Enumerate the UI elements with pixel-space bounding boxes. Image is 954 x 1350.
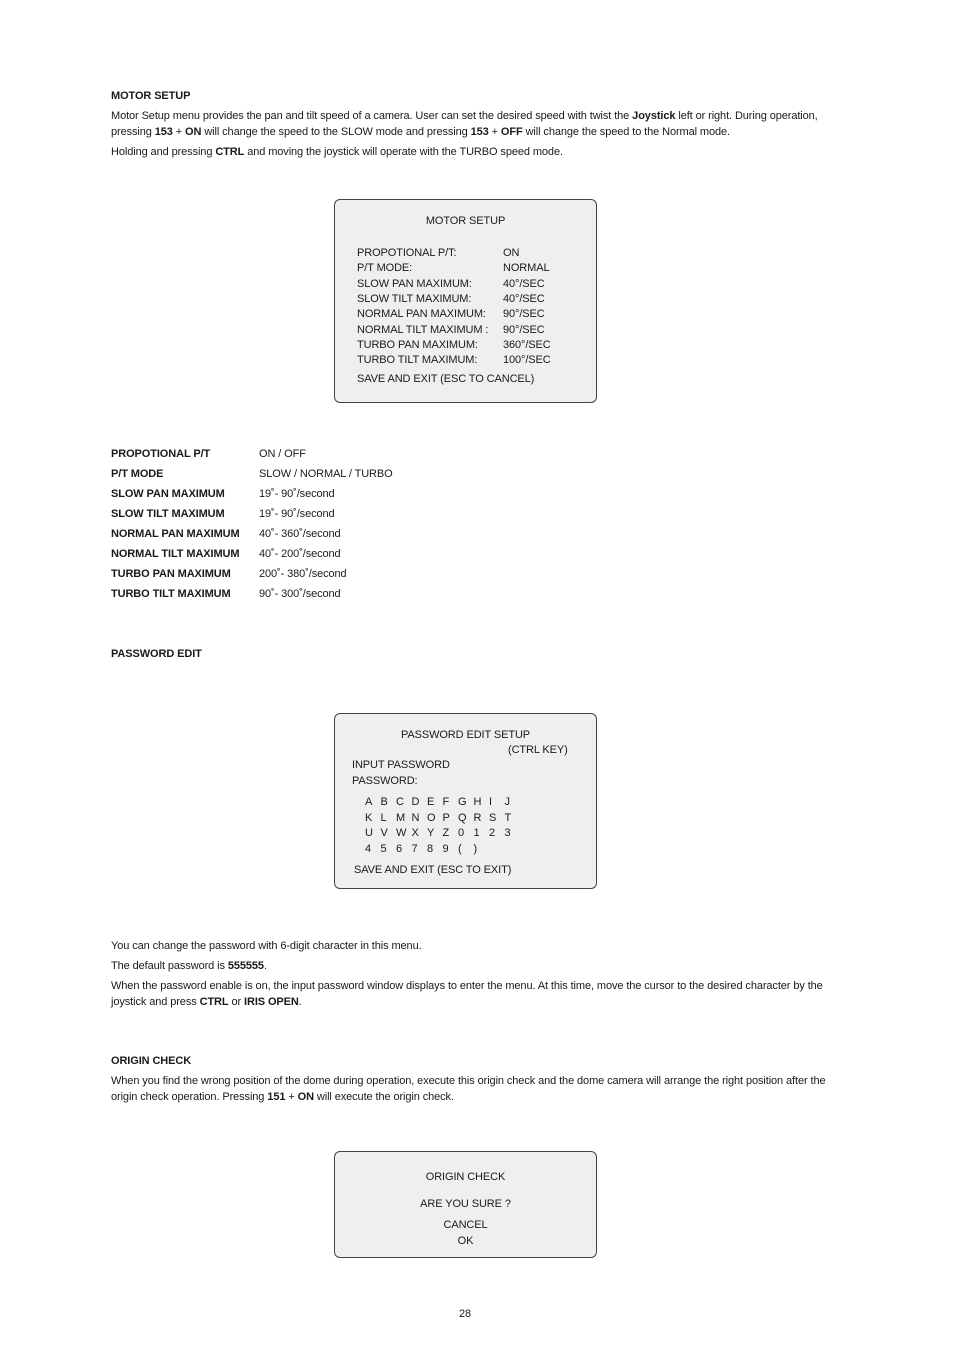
password-osd-title: PASSWORD EDIT SETUP <box>400 729 531 741</box>
password-char-key[interactable]: L <box>380 811 387 824</box>
text-run: or <box>228 996 245 1008</box>
origin-check-description <box>111 1073 831 1109</box>
text-run: left or right. During operation, pressing <box>111 110 818 138</box>
password-char-key[interactable]: A <box>365 796 373 808</box>
origin-check-osd-window <box>334 1151 597 1258</box>
text-run: + <box>172 126 186 138</box>
spec-row-name: SLOW TILT MAXIMUM <box>111 508 225 520</box>
bold-text: CTRL <box>199 996 229 1008</box>
bold-text: Joystick <box>632 110 676 122</box>
motor-setup-para-2 <box>111 144 831 160</box>
password-grid-row <box>365 841 489 857</box>
spec-row-name: PROPOTIONAL P/T <box>111 448 211 460</box>
text-run: The default password is <box>111 960 228 972</box>
password-char-key[interactable]: 3 <box>504 827 511 839</box>
password-char-key[interactable]: X <box>411 827 419 839</box>
motor-osd-row-value[interactable]: 100°/SEC <box>503 354 551 367</box>
motor-setup-description <box>111 108 831 164</box>
spec-row-range: 19˚- 90˚/second <box>259 508 335 520</box>
origin-para-1 <box>111 1073 831 1105</box>
bold-text: 153 <box>154 126 173 138</box>
spec-row-range: 200˚- 380˚/second <box>259 568 347 580</box>
password-char-key[interactable]: S <box>489 811 497 824</box>
bold-text: ON <box>297 1091 314 1103</box>
password-char-key[interactable]: H <box>473 796 482 808</box>
password-char-key[interactable]: 5 <box>380 842 387 855</box>
text-run: Holding and pressing <box>111 146 216 158</box>
password-edit-description <box>111 938 831 1014</box>
motor-osd-row-label: NORMAL TILT MAXIMUM : <box>357 323 489 336</box>
motor-osd-row-value[interactable]: 40°/SEC <box>503 277 545 290</box>
motor-osd-row-value[interactable]: ON <box>503 247 520 259</box>
bold-text: IRIS OPEN <box>244 996 299 1008</box>
page-number: 28 <box>458 1308 472 1320</box>
motor-setup-osd-window <box>334 199 597 403</box>
password-char-key[interactable]: ) <box>473 842 478 855</box>
spec-row-range: 90˚- 300˚/second <box>259 588 341 600</box>
password-para-3 <box>111 978 831 1010</box>
motor-osd-row-label: SLOW PAN MAXIMUM: <box>357 277 472 290</box>
password-char-key[interactable]: Y <box>427 827 435 839</box>
motor-osd-row-value[interactable]: 40°/SEC <box>503 292 545 305</box>
password-char-key[interactable]: O <box>427 811 436 824</box>
motor-osd-row-value[interactable]: 360°/SEC <box>503 338 551 351</box>
password-char-key[interactable]: 6 <box>396 842 403 855</box>
password-char-key[interactable]: I <box>489 796 493 808</box>
bold-text: 151 <box>267 1091 286 1103</box>
motor-osd-row-label: TURBO PAN MAXIMUM: <box>357 338 478 351</box>
text-run: + <box>285 1091 298 1103</box>
text-run: and moving the joystick will operate with the TURBO speed mode. <box>244 146 563 158</box>
password-char-key[interactable]: R <box>473 811 482 824</box>
motor-osd-title: MOTOR SETUP <box>425 215 506 227</box>
text-run: will change the speed to the SLOW mode and pressing <box>201 126 471 138</box>
text-run: . <box>298 996 302 1008</box>
bold-text: ON <box>185 126 202 138</box>
password-char-key[interactable]: D <box>411 796 420 808</box>
password-char-key[interactable]: T <box>504 811 512 824</box>
origin-osd-title: ORIGIN CHECK <box>425 1171 506 1183</box>
password-char-key[interactable]: C <box>396 796 404 808</box>
bold-text: OFF <box>500 126 523 138</box>
spec-row-name: NORMAL TILT MAXIMUM <box>111 548 240 560</box>
password-osd-password-field[interactable]: PASSWORD: <box>352 775 418 787</box>
spec-row-name: TURBO TILT MAXIMUM <box>111 588 231 600</box>
motor-osd-row-label: NORMAL PAN MAXIMUM: <box>357 308 486 321</box>
motor-osd-row-label: TURBO TILT MAXIMUM: <box>357 354 478 367</box>
bold-text: CTRL <box>215 146 245 158</box>
origin-check-heading: ORIGIN CHECK <box>111 1055 192 1067</box>
password-char-key[interactable]: P <box>442 811 450 824</box>
password-char-key[interactable]: M <box>396 811 406 824</box>
motor-osd-row-value[interactable]: NORMAL <box>503 262 550 275</box>
bold-text: 153 <box>470 126 489 138</box>
password-char-key[interactable]: N <box>411 811 420 824</box>
password-char-key[interactable]: Q <box>458 811 467 824</box>
motor-osd-row-label: SLOW TILT MAXIMUM: <box>357 292 472 305</box>
password-char-key[interactable]: 4 <box>365 842 372 855</box>
text-run: You can change the password with 6-digit character in this menu. <box>111 940 422 952</box>
password-char-key[interactable]: 2 <box>489 827 496 839</box>
motor-osd-row-label: P/T MODE: <box>357 262 413 275</box>
spec-row-range: ON / OFF <box>259 448 306 460</box>
motor-setup-heading: MOTOR SETUP <box>111 90 191 102</box>
motor-osd-row-value[interactable]: 90°/SEC <box>503 323 545 336</box>
password-char-key[interactable]: 1 <box>473 827 480 839</box>
password-char-key[interactable]: J <box>504 796 510 808</box>
password-para-1 <box>111 938 831 954</box>
origin-osd-question: ARE YOU SURE ? <box>420 1198 511 1210</box>
spec-row-range: SLOW / NORMAL / TURBO <box>259 468 393 480</box>
password-osd-input-label: INPUT PASSWORD <box>352 759 450 771</box>
motor-osd-row-value[interactable]: 90°/SEC <box>503 308 545 321</box>
password-osd-save-exit[interactable]: SAVE AND EXIT (ESC TO EXIT) <box>354 864 512 876</box>
password-char-key[interactable]: B <box>380 796 388 808</box>
spec-row-range: 40˚- 360˚/second <box>259 528 341 540</box>
spec-row-name: NORMAL PAN MAXIMUM <box>111 528 240 540</box>
password-char-key[interactable]: G <box>458 796 467 808</box>
origin-osd-cancel-option[interactable]: CANCEL <box>443 1219 488 1231</box>
motor-setup-para-1 <box>111 108 831 140</box>
text-run: When the password enable is on, the input password window displays to enter the menu. At this time, move the cursor to the desired character by the joystick and press <box>111 980 823 1008</box>
password-char-key[interactable]: E <box>427 796 435 808</box>
text-run: When you find the wrong position of the dome during operation, execute this origin check and the dome camera will arrange the right position after the origin check operation. Pressing <box>111 1075 826 1103</box>
password-char-key[interactable]: W <box>396 827 407 839</box>
password-osd-ctrl-key: (CTRL KEY) <box>508 744 568 756</box>
password-char-key[interactable]: 8 <box>427 842 434 855</box>
password-grid-row <box>365 794 520 810</box>
password-para-2 <box>111 958 831 974</box>
text-run: will execute the origin check. <box>313 1091 454 1103</box>
password-char-key[interactable]: K <box>365 811 373 824</box>
spec-row-name: TURBO PAN MAXIMUM <box>111 568 231 580</box>
password-edit-heading: PASSWORD EDIT <box>111 648 202 660</box>
text-run: will change the speed to the Normal mode. <box>522 126 730 138</box>
spec-row-name: P/T MODE <box>111 468 164 480</box>
origin-osd-ok-option[interactable]: OK <box>457 1235 474 1247</box>
password-char-key[interactable]: V <box>380 827 388 839</box>
password-char-key[interactable]: U <box>365 827 373 839</box>
password-grid-row <box>365 810 520 826</box>
spec-row-range: 19˚- 90˚/second <box>259 488 335 500</box>
motor-osd-save-exit[interactable]: SAVE AND EXIT (ESC TO CANCEL) <box>357 373 535 385</box>
spec-row-range: 40˚- 200˚/second <box>259 548 341 560</box>
password-char-key[interactable]: F <box>442 796 450 808</box>
text-run: Motor Setup menu provides the pan and tilt speed of a camera. User can set the desired speed with twist the <box>111 110 633 122</box>
password-char-key[interactable]: ( <box>458 842 462 855</box>
password-char-key[interactable]: Z <box>442 827 450 839</box>
password-char-key[interactable]: 9 <box>442 842 449 855</box>
password-grid-row <box>365 825 520 841</box>
password-char-key[interactable]: 7 <box>411 842 418 855</box>
text-run: + <box>488 126 501 138</box>
text-run: . <box>263 960 267 972</box>
bold-text: 555555 <box>227 960 264 972</box>
motor-osd-row-label: PROPOTIONAL P/T: <box>357 247 457 259</box>
spec-row-name: SLOW PAN MAXIMUM <box>111 488 225 500</box>
password-char-key[interactable]: 0 <box>458 827 465 839</box>
